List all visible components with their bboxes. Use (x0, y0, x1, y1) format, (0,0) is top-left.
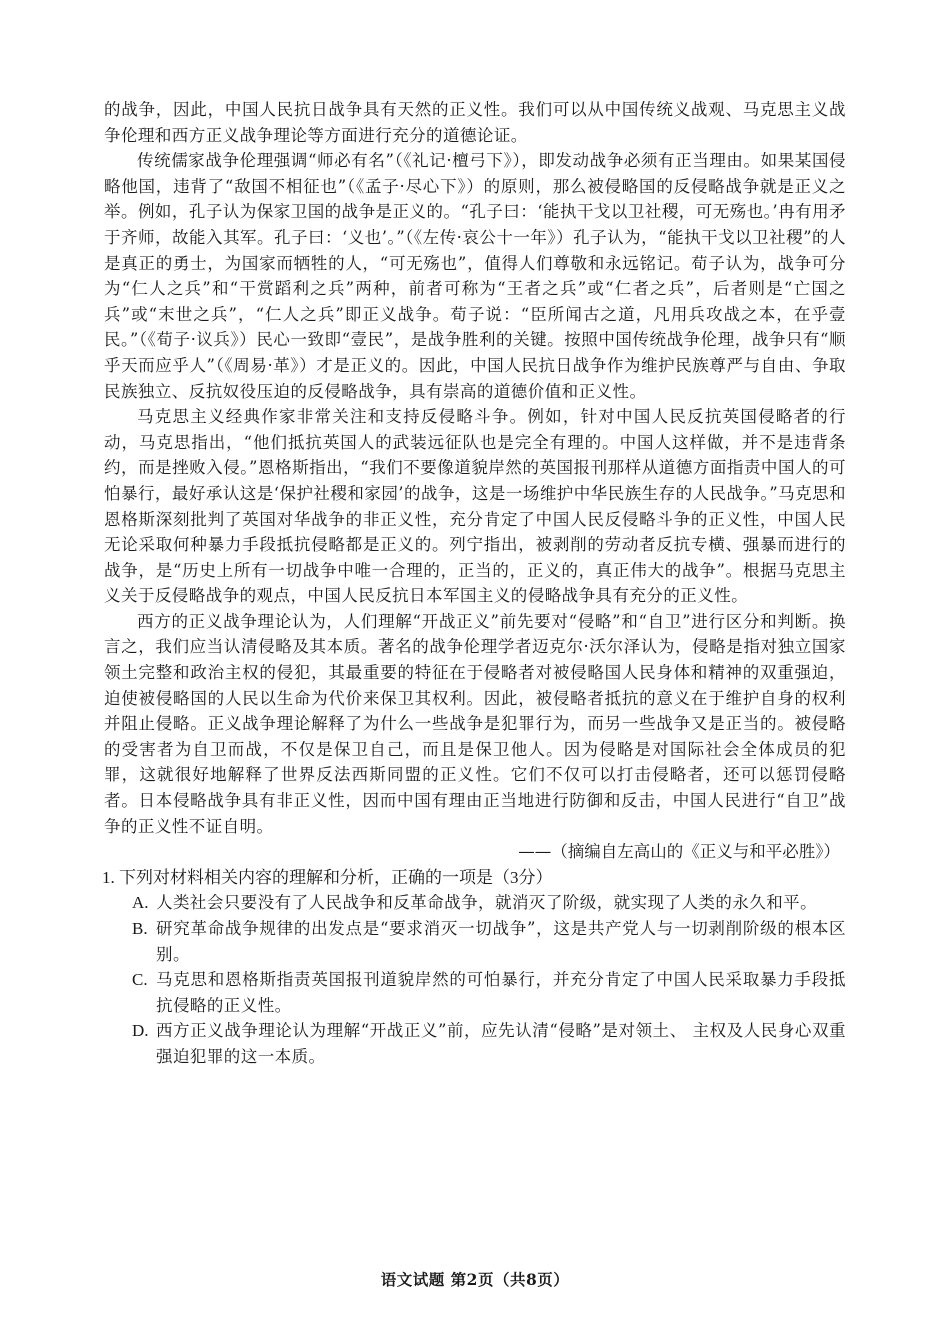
page-footer: 语文试题 第2页（共8页） (380, 1270, 570, 1289)
paragraph-3: 马克思主义经典作家非常关注和支持反侵略斗争。例如，针对中国人民反抗英国侵略者的行动，马克思指出，“他们抵抗英国人的武装远征队也是完全有理的。中国人这样做，并不是违背条约，而是挫败入侵。”恩格斯指出，“我们不要像道貌岸然的英国报刊那样从道德方面指责中国人的可怕暴行，最好承认这是‘保护社稷和家园’的战争，这是一场维护中华民族生存的人民战争。”马克思和恩格斯深刻批判了英国对华战争的非正义性，充分肯定了中国人民反侵略斗争的正义性，中国人民无论采取何种暴力手段抵抗侵略都是正义的。列宁指出，被剥削的劳动者反抗专横、强暴而进行的战争，是“历史上所有一切战争中唯一合理的，正当的，正义的，真正伟大的战争”。根据马克思主义关于反侵略战争的观点，中国人民反抗日本军国主义的侵略战争具有充分的正义性。 (104, 407, 846, 606)
source-citation: ——（摘编自左高山的《正义与和平必胜》） (518, 842, 840, 862)
option-text: 人类社会只要没有了人民战争和反革命战争，就消灭了阶级，就实现了人类的永久和平。 (156, 893, 818, 913)
option-text: 西方正义战争理论认为理解“开战正义”前，应先认清“侵略”是对领土、 主权及人民身心双重强迫犯罪的这一本质。 (156, 1021, 846, 1066)
option-text: 研究革命战争规律的出发点是“要求消灭一切战争”，这是共产党人与一切剥削阶级的根本区别。 (156, 919, 846, 964)
option-d (132, 1018, 846, 1069)
paragraph-2: 传统儒家战争伦理强调“师必有名”（《礼记·檀弓下》），即发动战争必须有正当理由。如果某国侵略他国，违背了“敌国不相征也”（《孟子·尽心下》）的原则，那么被侵略国的反侵略战争就是正义之举。例如，孔子认为保家卫国的战争是正义的。“孔子曰：‘能执干戈以卫社稷，可无殇也。’冉有用矛于齐师，故能入其军。孔子曰：‘义也’。”（《左传·哀公十一年》）孔子认为，“能执干戈以卫社稷”的人是真正的勇士，为国家而牺牲的人，“可无殇也”，值得人们尊敬和永远铭记。荀子认为，战争可分为“仁人之兵”和“干赏蹈利之兵”两种，前者可称为“王者之兵”或“仁者之兵”，后者则是“亡国之兵”或“末世之兵”，“仁人之兵”即正义战争。荀子说：“臣所闻古之道，凡用兵攻战之本，在乎壹民。”（《荀子·议兵》）民心一致即“壹民”，是战争胜利的关键。按照中国传统战争伦理，战争只有“顺乎天而应乎人”（《周易·革》）才是正义的。因此，中国人民抗日战争作为维护民族尊严与自由、争取民族独立、反抗奴役压迫的反侵略战争，具有崇高的道德价值和正义性。 (104, 151, 846, 401)
option-letter: C. (132, 970, 148, 990)
option-letter: D. (132, 1021, 149, 1041)
option-b (132, 916, 846, 967)
question-stem: 1. 下列对材料相关内容的理解和分析，正确的一项是（3分） (102, 867, 553, 887)
question-1 (104, 865, 846, 1070)
option-letter: B. (132, 919, 148, 938)
answer-options (104, 890, 846, 1069)
option-text: 马克思和恩格斯指责英国报刊道貌岸然的可怕暴行，并充分肯定了中国人民采取暴力手段抵抗侵略的正义性。 (156, 970, 846, 1015)
option-c (132, 967, 846, 1018)
option-a (132, 890, 846, 916)
article-body (104, 97, 846, 839)
option-letter: A. (132, 893, 149, 913)
paragraph-4: 西方的正义战争理论认为，人们理解“开战正义”前先要对“侵略”和“自卫”进行区分和判断。换言之，我们应当认清侵略及其本质。著名的战争伦理学者迈克尔·沃尔泽认为，侵略是指对独立国家领土完整和政治主权的侵犯，其最重要的特征在于侵略者对被侵略国人民身体和精神的双重强迫，迫使被侵略国的人民以生命为代价来保卫其权利。因此，被侵略者抵抗的意义在于维护自身的权利并阻止侵略。正义战争理论解释了为什么一些战争是犯罪行为，而另一些战争又是正当的。被侵略的受害者为自卫而战，不仅是保卫自己，而且是保卫他人。因为侵略是对国际社会全体成员的犯罪，这就很好地解释了世界反法西斯同盟的正义性。它们不仅可以打击侵略者，还可以惩罚侵略者。日本侵略战争具有非正义性，因而中国有理由正当地进行防御和反击，中国人民进行“自卫”战争的正义性不证自明。 (104, 611, 846, 836)
paragraph-1: 的战争，因此，中国人民抗日战争具有天然的正义性。我们可以从中国传统义战观、马克思主义战争伦理和西方正义战争理论等方面进行充分的道德论证。 (104, 100, 846, 145)
